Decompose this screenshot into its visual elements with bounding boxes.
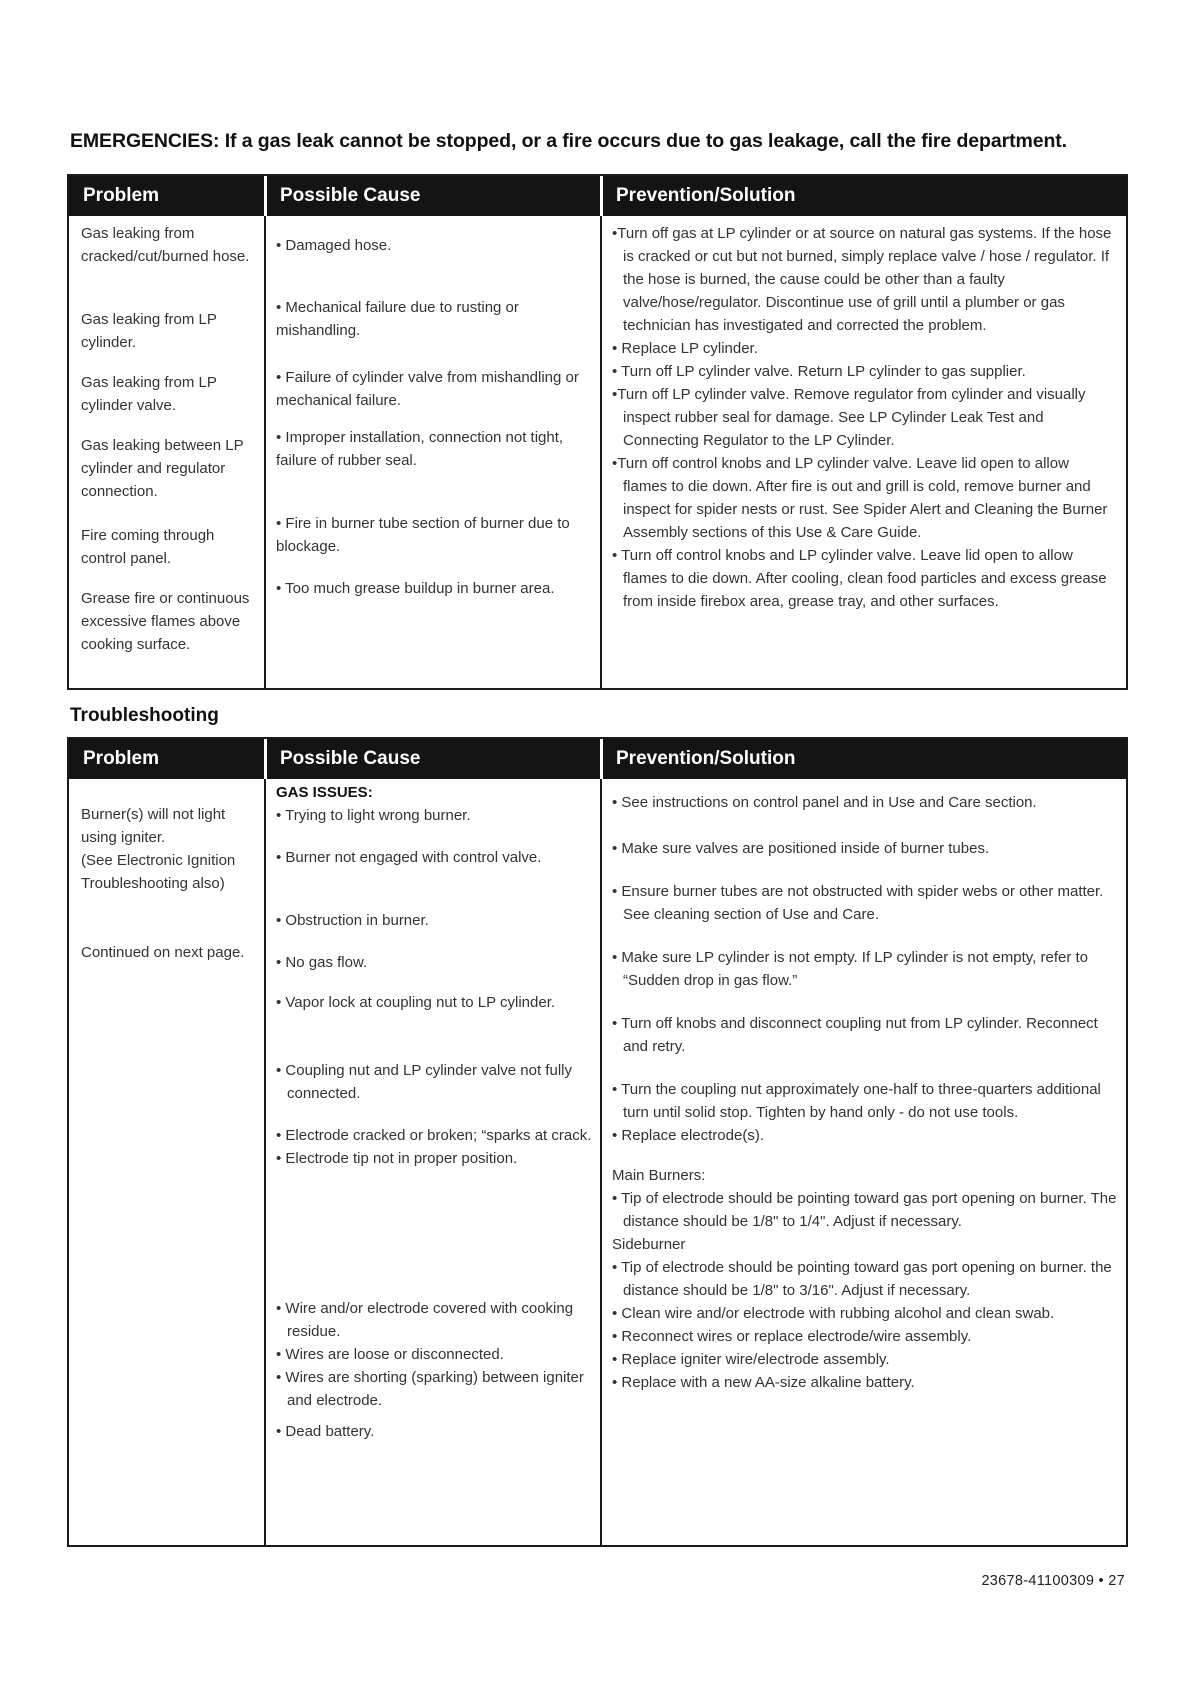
cause-text: • Wires are shorting (sparking) between igniter and electrode.: [276, 1369, 584, 1409]
solution-text: • Replace electrode(s).: [612, 1127, 764, 1144]
cause-text: • Dead battery.: [276, 1423, 375, 1440]
column-divider: [264, 176, 266, 688]
header-possible-cause: Possible Cause: [280, 185, 421, 206]
emergency-table: [67, 174, 1128, 690]
cause-text: • Coupling nut and LP cylinder valve not fully connected.: [276, 1062, 572, 1102]
cause-column: [276, 234, 594, 600]
problem-text: (See Electronic Ignition Troubleshooting also): [81, 852, 236, 892]
cause-text: • Burner not engaged with control valve.: [276, 849, 542, 866]
solution-text: • Clean wire and/or electrode with rubbing alcohol and clean swab.: [612, 1305, 1055, 1322]
solution-text: • Turn the coupling nut approximately one-half to three-quarters additional turn until solid stop. Tighten by hand only - do not use tools.: [612, 1081, 1101, 1121]
main-burners-label: Main Burners:: [612, 1167, 706, 1184]
header-gap: [264, 739, 267, 779]
solution-text: • Turn off LP cylinder valve. Return LP cylinder to gas supplier.: [612, 363, 1026, 380]
solution-column: [612, 791, 1117, 1394]
header-gap: [600, 739, 603, 779]
sideburner-label: Sideburner: [612, 1236, 686, 1253]
problem-text: Grease fire or continuous excessive flames above cooking surface.: [81, 590, 250, 653]
column-divider: [264, 739, 266, 1545]
cause-text: • Damaged hose.: [276, 237, 392, 254]
header-problem: Problem: [83, 748, 160, 769]
cause-text: • Improper installation, connection not tight, failure of rubber seal.: [276, 429, 564, 469]
cause-text: • Mechanical failure due to rusting or mishandling.: [276, 299, 519, 339]
header-prevention-solution: Prevention/Solution: [616, 185, 796, 206]
header-possible-cause: Possible Cause: [280, 748, 421, 769]
problem-text: Continued on next page.: [81, 944, 245, 961]
solution-text: • Tip of electrode should be pointing toward gas port opening on burner. the distance should be 1/8" to 3/16". Adjust if necessary.: [612, 1259, 1112, 1299]
column-divider: [600, 176, 602, 688]
solution-text: • Make sure valves are positioned inside of burner tubes.: [612, 840, 990, 857]
problem-column: [81, 803, 257, 964]
cause-text: • Obstruction in burner.: [276, 912, 429, 929]
problem-text: Gas leaking from cracked/cut/burned hose.: [81, 225, 250, 265]
header-problem: Problem: [83, 185, 160, 206]
problem-text: Burner(s) will not light using igniter.: [81, 806, 226, 846]
troubleshooting-table: [67, 737, 1128, 1547]
problem-text: Gas leaking between LP cylinder and regulator connection.: [81, 437, 244, 500]
solution-text: • Ensure burner tubes are not obstructed with spider webs or other matter. See cleaning section of Use and Care.: [612, 883, 1104, 923]
cause-text: • Failure of cylinder valve from mishandling or mechanical failure.: [276, 369, 579, 409]
cause-text: • Wires are loose or disconnected.: [276, 1346, 504, 1363]
cause-text: • Fire in burner tube section of burner due to blockage.: [276, 515, 570, 555]
page-footer: 23678-41100309 • 27: [981, 1573, 1125, 1589]
cause-text: • No gas flow.: [276, 954, 368, 971]
solution-text: • Make sure LP cylinder is not empty. If LP cylinder is not empty, refer to “Sudden drop in gas flow.”: [612, 949, 1089, 989]
column-divider: [600, 739, 602, 1545]
problem-text: Fire coming through control panel.: [81, 527, 215, 567]
cause-text: • Vapor lock at coupling nut to LP cylinder.: [276, 994, 556, 1011]
solution-text: • Reconnect wires or replace electrode/wire assembly.: [612, 1328, 972, 1345]
solution-text: • Replace LP cylinder.: [612, 340, 758, 357]
cause-text: • Trying to light wrong burner.: [276, 807, 471, 824]
solution-text: • Replace with a new AA-size alkaline battery.: [612, 1374, 915, 1391]
solution-text: • Turn off control knobs and LP cylinder valve. Leave lid open to allow flames to die down. After cooling, clean food particles and excess grease from inside firebox area, grease tray, and other surfaces.: [612, 547, 1107, 610]
solution-text: • Replace igniter wire/electrode assembly.: [612, 1351, 890, 1368]
cause-text: • Wire and/or electrode covered with cooking residue.: [276, 1300, 574, 1340]
cause-text: • Electrode tip not in proper position.: [276, 1150, 518, 1167]
solution-column: [612, 222, 1117, 613]
cause-text: • Too much grease buildup in burner area.: [276, 580, 555, 597]
header-gap: [264, 176, 267, 216]
solution-text: • Tip of electrode should be pointing toward gas port opening on burner. The distance should be 1/8" to 1/4". Adjust if necessary.: [612, 1190, 1117, 1230]
problem-text: Gas leaking from LP cylinder valve.: [81, 374, 217, 414]
solution-text: •Turn off gas at LP cylinder or at source on natural gas systems. If the hose is cracked or cut but not burned, simply replace valve / hose / regulator. If the hose is burned, the cause could be other than a faulty valve/hose/regulator. Discontinue use of grill until a plumber or gas technician has investigated and corrected the problem.: [612, 225, 1112, 334]
gas-issues-label: GAS ISSUES:: [276, 784, 373, 801]
emergencies-heading: EMERGENCIES: If a gas leak cannot be stopped, or a fire occurs due to gas leakage, call the fire department.: [70, 130, 1067, 152]
header-prevention-solution: Prevention/Solution: [616, 748, 796, 769]
solution-text: •Turn off LP cylinder valve. Remove regulator from cylinder and visually inspect rubber seal for damage. See LP Cylinder Leak Test and Connecting Regulator to the LP Cylinder.: [612, 386, 1086, 449]
header-gap: [600, 176, 603, 216]
solution-text: •Turn off control knobs and LP cylinder valve. Leave lid open to allow flames to die down. After fire is out and grill is cold, remove burner and inspect for spider nests or rust. See Spider Alert and Cleaning the Burner Assembly sections of this Use & Care Guide.: [612, 455, 1108, 541]
solution-text: • Turn off knobs and disconnect coupling nut from LP cylinder. Reconnect and retry.: [612, 1015, 1098, 1055]
cause-text: • Electrode cracked or broken; “sparks at crack.: [276, 1127, 592, 1144]
cause-column: [276, 781, 594, 1443]
troubleshooting-heading: Troubleshooting: [70, 705, 219, 726]
solution-text: • See instructions on control panel and in Use and Care section.: [612, 794, 1037, 811]
emergency-table-header: [69, 176, 1126, 216]
troubleshooting-table-header: [69, 739, 1126, 779]
problem-column: [81, 222, 257, 656]
problem-text: Gas leaking from LP cylinder.: [81, 311, 217, 351]
